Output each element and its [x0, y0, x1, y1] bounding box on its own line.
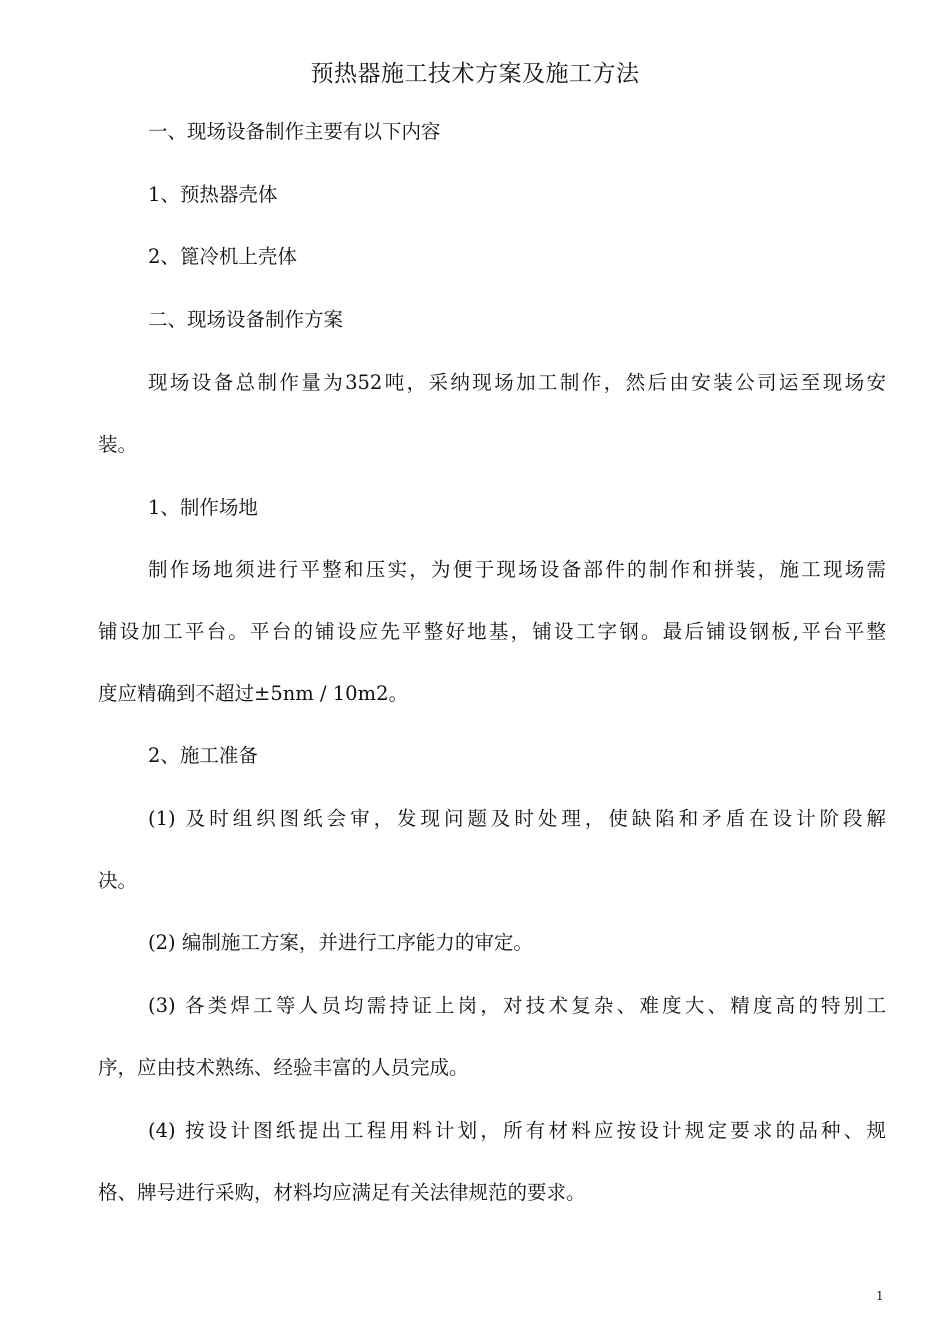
numbered-item-line: (3) 各类焊工等人员均需持证上岗，对技术复杂、难度大、精度高的特别工 — [148, 994, 886, 1017]
numbered-item-line: (4) 按设计图纸提出工程用料计划，所有材料应按设计规定要求的品种、规 — [148, 1119, 886, 1142]
paragraph-line: 制作场地须进行平整和压实，为便于现场设备部件的制作和拼装，施工现场需 — [148, 558, 886, 581]
paragraph-line: 现场设备总制作量为352吨，采纳现场加工制作，然后由安装公司运至现场安 — [148, 371, 886, 394]
numbered-item-line: (1) 及时组织图纸会审，发现问题及时处理，使缺陷和矛盾在设计阶段解 — [148, 807, 886, 830]
subsection-heading-2: 2、施工准备 — [148, 744, 258, 767]
section-heading-2: 二、现场设备制作方案 — [148, 308, 344, 331]
paragraph-line: 度应精确到不超过±5nm / 10m2。 — [98, 682, 408, 705]
list-item-1: 1、预热器壳体 — [148, 183, 278, 206]
numbered-item-line: 格、牌号进行采购，材料均应满足有关法律规范的要求。 — [98, 1181, 586, 1204]
numbered-item-line: (2) 编制施工方案，并进行工序能力的审定。 — [148, 931, 533, 954]
paragraph-line: 铺设加工平台。平台的铺设应先平整好地基，铺设工字钢。最后铺设钢板,平台平整 — [98, 620, 886, 643]
list-item-2: 2、篦冷机上壳体 — [148, 245, 297, 268]
page-number: 1 — [876, 1289, 884, 1303]
section-heading-1: 一、现场设备制作主要有以下内容 — [148, 120, 441, 143]
paragraph-line: 装。 — [98, 433, 138, 456]
subsection-heading-1: 1、制作场地 — [148, 496, 258, 519]
document-title: 预热器施工技术方案及施工方法 — [310, 61, 640, 87]
numbered-item-line: 序，应由技术熟练、经验丰富的人员完成。 — [98, 1056, 469, 1079]
numbered-item-line: 决。 — [98, 869, 138, 892]
